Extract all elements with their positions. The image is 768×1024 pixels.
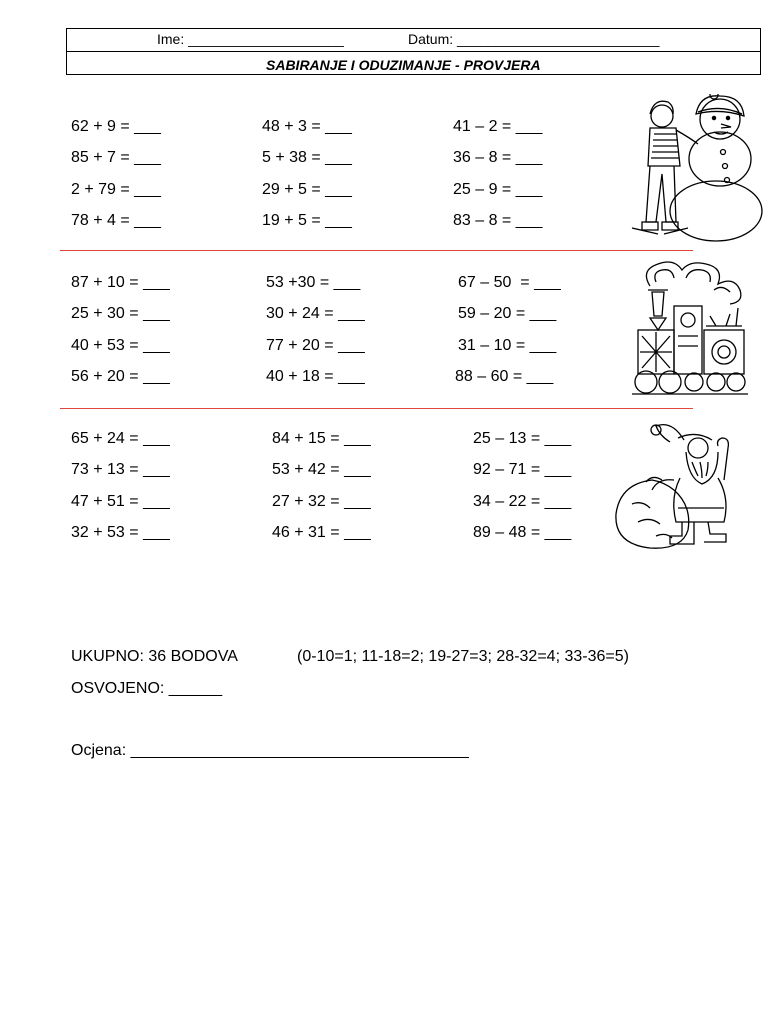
exercise[interactable]: 56 + 20 = ___ [71, 368, 170, 385]
exercise[interactable]: 59 – 20 = ___ [458, 305, 557, 322]
header-divider [66, 51, 761, 52]
exercise[interactable]: 25 + 30 = ___ [71, 305, 170, 322]
exercise[interactable]: 40 + 18 = ___ [266, 368, 365, 385]
exercise[interactable]: 47 + 51 = ___ [71, 493, 170, 510]
exercise[interactable]: 25 – 13 = ___ [473, 430, 572, 447]
exercise[interactable]: 87 + 10 = ___ [71, 274, 170, 291]
exercise[interactable]: 53 + 42 = ___ [272, 461, 371, 478]
exercise[interactable]: 77 + 20 = ___ [266, 337, 365, 354]
grading-scale: (0-10=1; 11-18=2; 19-27=3; 28-32=4; 33-36=5) [297, 648, 629, 665]
exercise[interactable]: 48 + 3 = ___ [262, 118, 352, 135]
section-divider [60, 408, 693, 409]
exercise[interactable]: 84 + 15 = ___ [272, 430, 371, 447]
exercise[interactable]: 19 + 5 = ___ [262, 212, 352, 229]
exercise[interactable]: 32 + 53 = ___ [71, 524, 170, 541]
exercise[interactable]: 36 – 8 = ___ [453, 149, 543, 166]
grade-field[interactable]: Ocjena: ______________________________________ [71, 742, 469, 759]
exercise[interactable]: 83 – 8 = ___ [453, 212, 543, 229]
exercise[interactable]: 34 – 22 = ___ [473, 493, 572, 510]
worksheet-title: SABIRANJE I ODUZIMANJE - PROVJERA [266, 57, 541, 73]
exercise[interactable]: 65 + 24 = ___ [71, 430, 170, 447]
exercise[interactable]: 27 + 32 = ___ [272, 493, 371, 510]
toy-train-illustration [630, 256, 750, 402]
exercise[interactable]: 2 + 79 = ___ [71, 181, 161, 198]
exercise[interactable]: 62 + 9 = ___ [71, 118, 161, 135]
name-field[interactable]: Ime: ____________________ [157, 31, 344, 47]
snowman-and-child-illustration [628, 94, 766, 244]
exercise[interactable]: 89 – 48 = ___ [473, 524, 572, 541]
date-field[interactable]: Datum: __________________________ [408, 31, 660, 47]
exercise[interactable]: 31 – 10 = ___ [458, 337, 557, 354]
exercise[interactable]: 92 – 71 = ___ [473, 461, 572, 478]
exercise[interactable]: 67 – 50 = ___ [458, 274, 561, 291]
exercise[interactable]: 73 + 13 = ___ [71, 461, 170, 478]
exercise[interactable]: 46 + 31 = ___ [272, 524, 371, 541]
santa-with-sack-illustration [612, 418, 744, 552]
exercise[interactable]: 41 – 2 = ___ [453, 118, 543, 135]
exercise[interactable]: 40 + 53 = ___ [71, 337, 170, 354]
exercise[interactable]: 30 + 24 = ___ [266, 305, 365, 322]
exercise[interactable]: 29 + 5 = ___ [262, 181, 352, 198]
earned-points-field[interactable]: OSVOJENO: ______ [71, 680, 223, 697]
exercise[interactable]: 25 – 9 = ___ [453, 181, 543, 198]
section-divider [60, 250, 693, 251]
exercise[interactable]: 5 + 38 = ___ [262, 149, 352, 166]
total-points: UKUPNO: 36 BODOVA [71, 648, 238, 665]
exercise[interactable]: 78 + 4 = ___ [71, 212, 161, 229]
exercise[interactable]: 88 – 60 = ___ [455, 368, 554, 385]
exercise[interactable]: 53 +30 = ___ [266, 274, 361, 291]
exercise[interactable]: 85 + 7 = ___ [71, 149, 161, 166]
